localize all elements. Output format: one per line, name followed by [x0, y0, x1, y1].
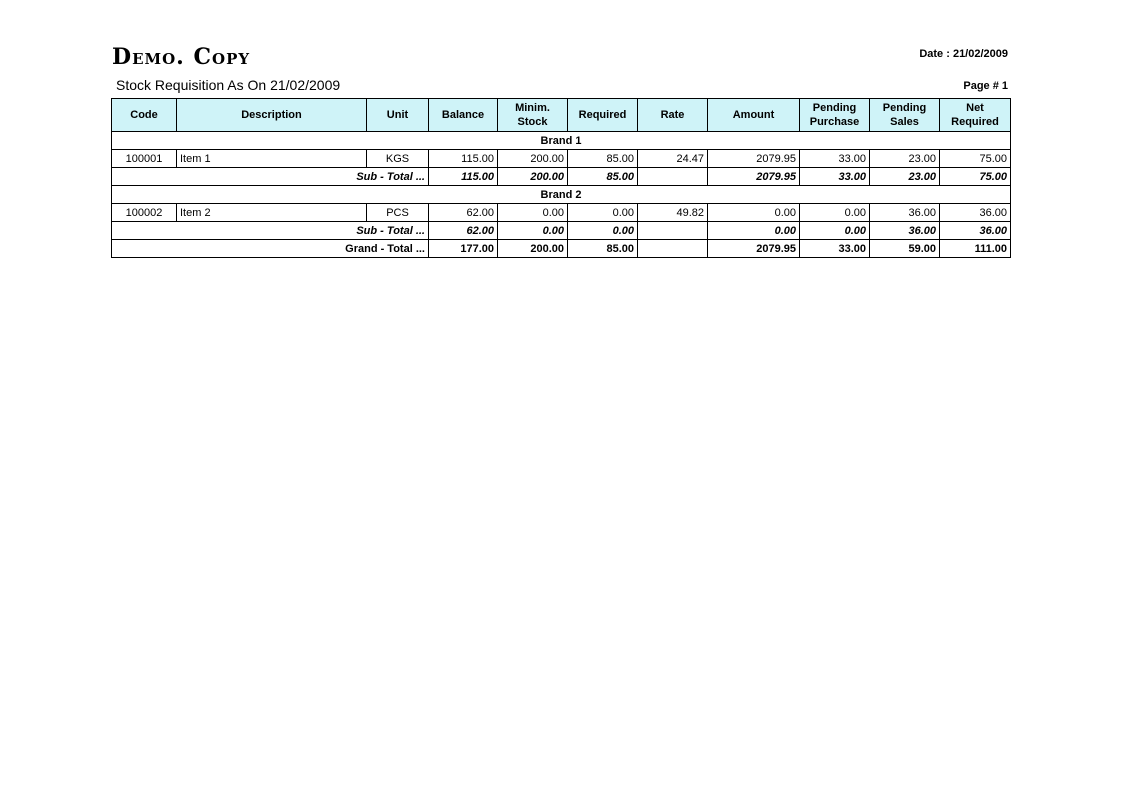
grand-total-label: Grand - Total ... — [112, 240, 429, 258]
cell-amount: 2079.95 — [708, 150, 800, 168]
cell-amount: 0.00 — [708, 204, 800, 222]
col-header-amount: Amount — [708, 99, 800, 132]
grand-total-pending-sales: 59.00 — [870, 240, 940, 258]
subtotal-net-required: 36.00 — [940, 222, 1011, 240]
grand-total-net-required: 111.00 — [940, 240, 1011, 258]
cell-min-stock: 0.00 — [498, 204, 568, 222]
col-header-balance: Balance — [429, 99, 498, 132]
grand-total-min-stock: 200.00 — [498, 240, 568, 258]
subtotal-pending-purchase: 0.00 — [800, 222, 870, 240]
grand-total-rate — [638, 240, 708, 258]
col-header-min-stock: Minim. Stock — [498, 99, 568, 132]
cell-balance: 62.00 — [429, 204, 498, 222]
report-date: Date : 21/02/2009 — [919, 48, 1008, 60]
subtotal-pending-sales: 23.00 — [870, 168, 940, 186]
cell-rate: 49.82 — [638, 204, 708, 222]
subtotal-label: Sub - Total ... — [112, 168, 429, 186]
col-header-description: Description — [177, 99, 367, 132]
col-header-rate: Rate — [638, 99, 708, 132]
table-row — [112, 150, 1011, 168]
brand-label: Brand 2 — [112, 186, 1011, 204]
subtotal-row — [112, 168, 1011, 186]
subtotal-required: 85.00 — [568, 168, 638, 186]
cell-pending-purchase: 33.00 — [800, 150, 870, 168]
col-header-code: Code — [112, 99, 177, 132]
cell-unit: PCS — [367, 204, 429, 222]
cell-description: Item 1 — [177, 150, 367, 168]
subtotal-row — [112, 222, 1011, 240]
demo-copy-watermark: Demo. Copy — [112, 44, 251, 70]
grand-total-pending-purchase: 33.00 — [800, 240, 870, 258]
subtotal-amount: 2079.95 — [708, 168, 800, 186]
col-header-unit: Unit — [367, 99, 429, 132]
grand-total-row — [112, 240, 1011, 258]
subtotal-pending-sales: 36.00 — [870, 222, 940, 240]
cell-required: 0.00 — [568, 204, 638, 222]
table-row — [112, 204, 1011, 222]
col-header-pending-purchase: Pending Purchase — [800, 99, 870, 132]
col-header-pending-sales: Pending Sales — [870, 99, 940, 132]
grand-total-balance: 177.00 — [429, 240, 498, 258]
subtotal-rate — [638, 168, 708, 186]
brand-group-header — [112, 186, 1011, 204]
grand-total-required: 85.00 — [568, 240, 638, 258]
cell-description: Item 2 — [177, 204, 367, 222]
subtotal-net-required: 75.00 — [940, 168, 1011, 186]
subtotal-min-stock: 200.00 — [498, 168, 568, 186]
brand-label: Brand 1 — [112, 132, 1011, 150]
cell-net-required: 36.00 — [940, 204, 1011, 222]
subtotal-rate — [638, 222, 708, 240]
subtotal-amount: 0.00 — [708, 222, 800, 240]
cell-pending-purchase: 0.00 — [800, 204, 870, 222]
cell-min-stock: 200.00 — [498, 150, 568, 168]
cell-pending-sales: 23.00 — [870, 150, 940, 168]
cell-rate: 24.47 — [638, 150, 708, 168]
cell-code: 100002 — [112, 204, 177, 222]
col-header-required: Required — [568, 99, 638, 132]
subtotal-balance: 115.00 — [429, 168, 498, 186]
subtotal-pending-purchase: 33.00 — [800, 168, 870, 186]
page-number: Page # 1 — [963, 80, 1008, 92]
subtotal-label: Sub - Total ... — [112, 222, 429, 240]
subtotal-min-stock: 0.00 — [498, 222, 568, 240]
stock-requisition-table — [111, 98, 1011, 258]
cell-required: 85.00 — [568, 150, 638, 168]
col-header-net-required: Net Required — [940, 99, 1011, 132]
cell-balance: 115.00 — [429, 150, 498, 168]
grand-total-amount: 2079.95 — [708, 240, 800, 258]
header-row — [112, 99, 1011, 132]
cell-net-required: 75.00 — [940, 150, 1011, 168]
subtotal-required: 0.00 — [568, 222, 638, 240]
cell-unit: KGS — [367, 150, 429, 168]
cell-code: 100001 — [112, 150, 177, 168]
brand-group-header — [112, 132, 1011, 150]
report-title: Stock Requisition As On 21/02/2009 — [116, 77, 341, 93]
subtotal-balance: 62.00 — [429, 222, 498, 240]
cell-pending-sales: 36.00 — [870, 204, 940, 222]
